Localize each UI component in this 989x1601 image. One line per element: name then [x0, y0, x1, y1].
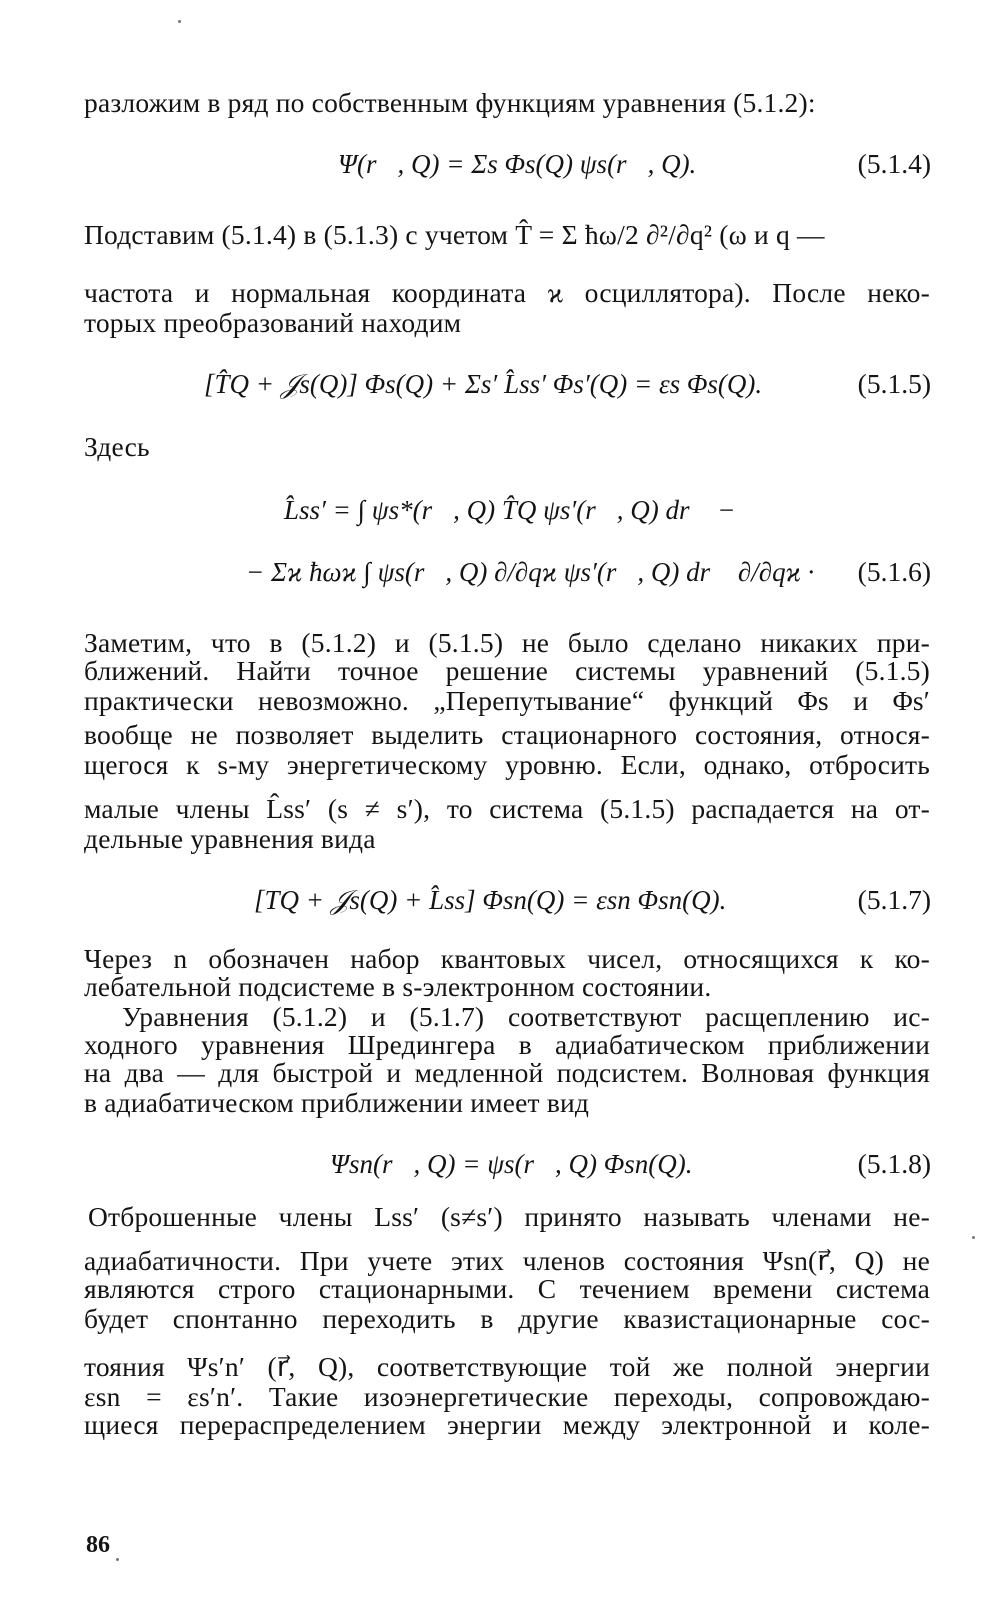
- text-line: Заметим, что в (5.1.2) и (5.1.5) не было сделано никаких при-: [84, 627, 930, 658]
- text-line: ближений. Найти точное решение системы уравнений (5.1.5): [84, 655, 930, 686]
- equation-number: (5.1.8): [857, 1148, 931, 1179]
- text-line: вообще не позволяет выделить стационарного состояния, относя-: [84, 719, 930, 750]
- scan-speck: [972, 1236, 975, 1239]
- text-line: практически невозможно. „Перепутывание“ функций Φs и Φs′: [84, 685, 930, 716]
- text-line: Отброшенные члены Lss′ (s≠s′) принято называть членами не-: [88, 1201, 930, 1232]
- text-line: Уравнения (5.1.2) и (5.1.7) соответствуют расщеплению ис-: [122, 1001, 930, 1032]
- text-line: будет спонтанно переходить в другие квазистационарные сос-: [84, 1303, 930, 1334]
- equation-5-1-4: Ψ(r⃗, Q) = Σs Φs(Q) ψs(r⃗, Q).: [338, 149, 697, 179]
- text-line: εsn = εs′n′. Такие изоэнергетические переходы, сопровождаю-: [84, 1381, 930, 1412]
- text-line: Через n обозначен набор квантовых чисел, относящихся к ко-: [84, 943, 930, 974]
- scan-speck: [178, 20, 181, 23]
- text-line: адиабатичности. При учете этих членов состояния Ψsn(r⃗, Q) не: [84, 1245, 930, 1276]
- text-line: щегося к s-му энергетическому уровню. Если, однако, отбросить: [84, 749, 930, 780]
- text-line: лебательной подсистеме в s-электронном состоянии.: [84, 971, 712, 1002]
- page-number: 86: [86, 1532, 110, 1558]
- text-line: в адиабатическом приближении имеет вид: [84, 1087, 590, 1118]
- text-line: частота и нормальная координата ϰ осциллятора). После неко-: [84, 277, 930, 308]
- text-line: разложим в ряд по собственным функциям уравнения (5.1.2):: [84, 87, 816, 118]
- equation-number: (5.1.4): [857, 148, 931, 179]
- text-line: являются строго стационарными. С течением времени система: [84, 1273, 930, 1304]
- equation-5-1-7: [TQ + 𝒥s(Q) + L̂ss] Φsn(Q) = εsn Φsn(Q).: [254, 885, 727, 915]
- text-line: Подставим (5.1.4) в (5.1.3) с учетом T̂ = Σ ħω/2 ∂²/∂q² (ω и q —: [84, 219, 825, 250]
- equation-5-1-5: [T̂Q + 𝒥s(Q)] Φs(Q) + Σs′ L̂ss′ Φs′(Q) = εs Φs(Q).: [204, 369, 763, 399]
- text-line: торых преобразований находим: [84, 307, 462, 338]
- text-line: малые члены L̂ss′ (s ≠ s′), то система (5.1.5) распадается на от-: [84, 793, 930, 824]
- text-line: ходного уравнения Шредингера в адиабатическом приближении: [84, 1029, 930, 1060]
- text-line: на два — для быстрой и медленной подсистем. Волновая функция: [84, 1057, 930, 1088]
- text-line: тояния Ψs′n′ (r⃗, Q), соответствующие той же полной энергии: [84, 1351, 930, 1382]
- text-line: Здесь: [84, 431, 150, 462]
- equation-5-1-6a: L̂ss′ = ∫ ψs*(r⃗, Q) T̂Q ψs′(r⃗, Q) dr⃗ −: [284, 495, 736, 525]
- equation-number: (5.1.6): [857, 556, 931, 587]
- equation-5-1-6b: − Σϰ ħωϰ ∫ ψs(r⃗, Q) ∂/∂qϰ ψs′(r⃗, Q) dr⃗ ∂/∂qϰ ·: [246, 557, 815, 587]
- equation-number: (5.1.7): [857, 884, 931, 915]
- equation-number: (5.1.5): [857, 368, 931, 399]
- equation-5-1-8: Ψsn(r⃗, Q) = ψs(r⃗, Q) Φsn(Q).: [330, 1149, 693, 1179]
- text-line: щиеся перераспределением энергии между электронной и коле-: [84, 1409, 930, 1440]
- scan-speck: [116, 1558, 119, 1561]
- text-line: дельные уравнения вида: [84, 823, 376, 854]
